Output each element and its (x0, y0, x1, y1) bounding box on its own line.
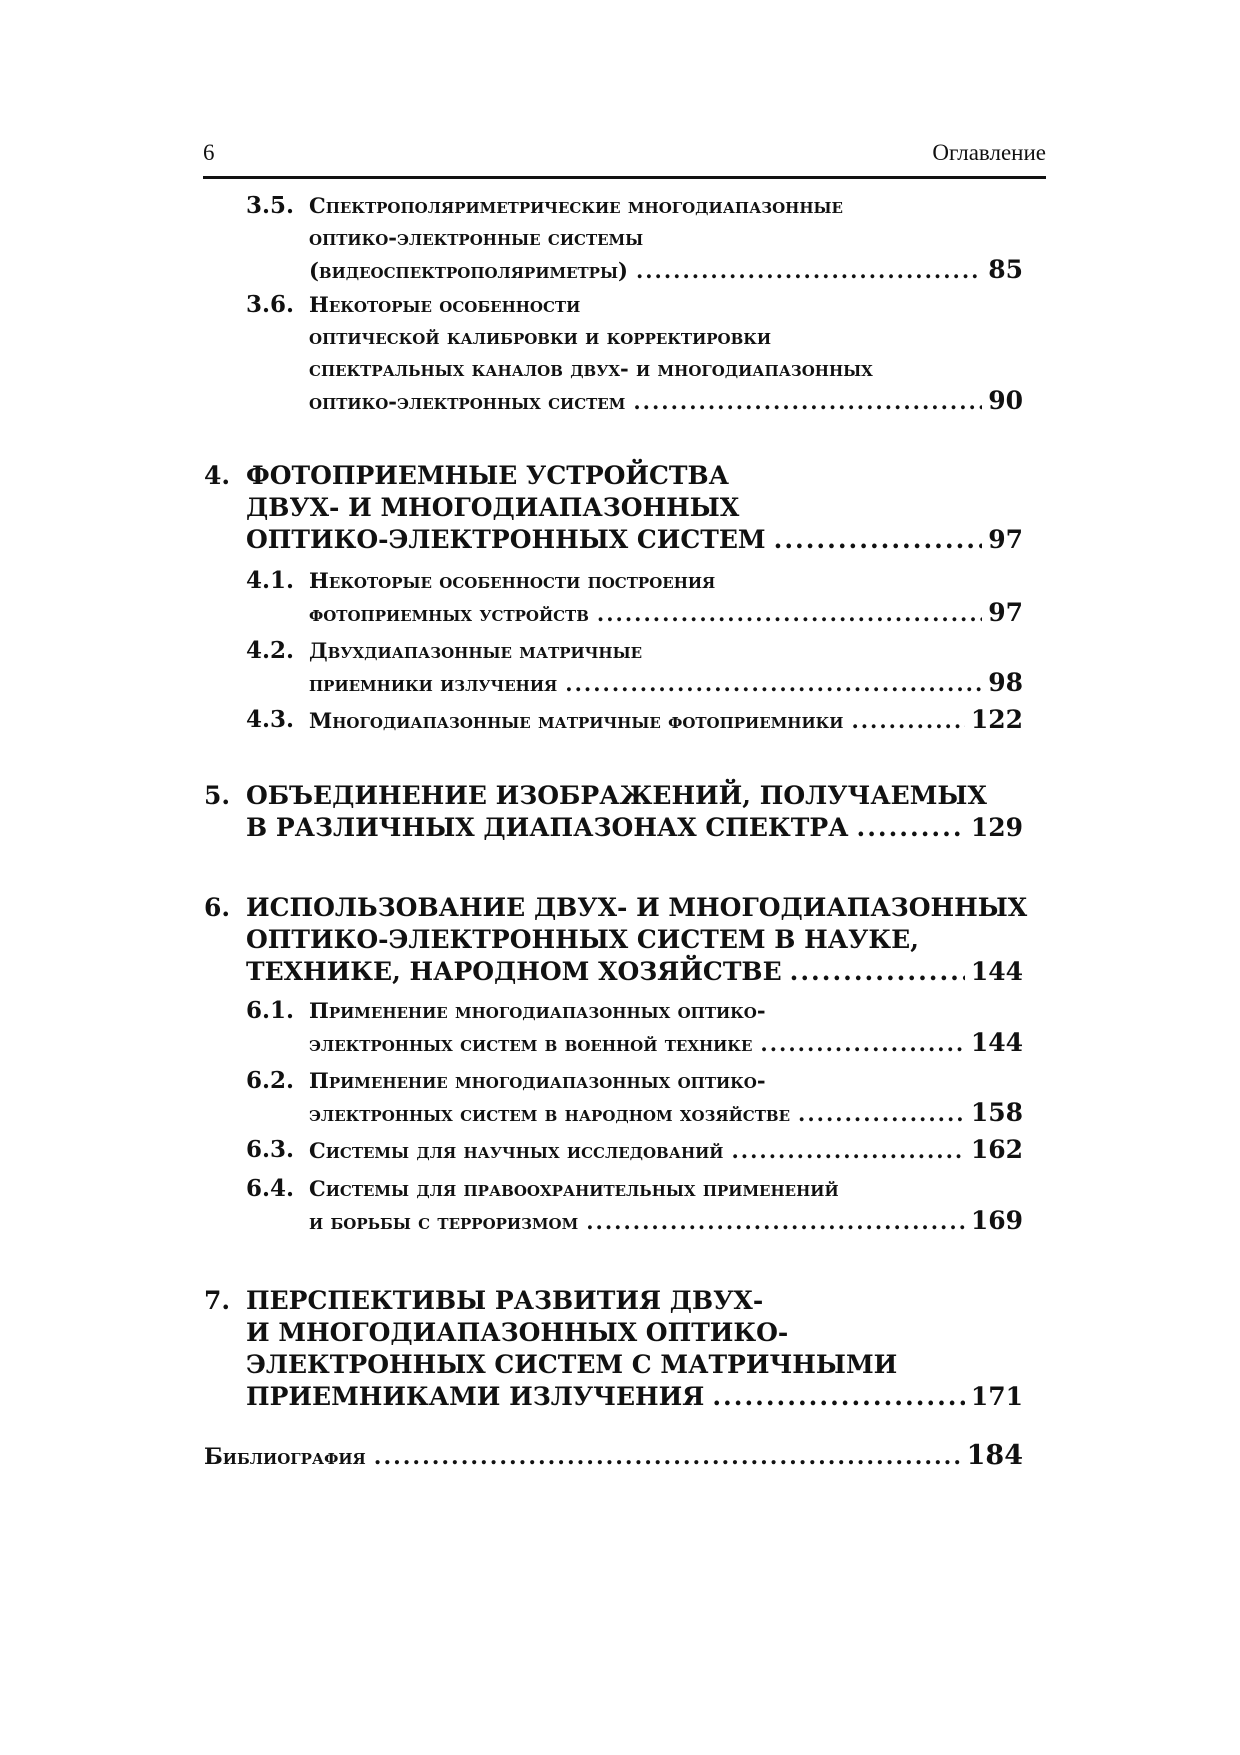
section-number: 6.4. (246, 1175, 295, 1202)
leader-dots (565, 668, 982, 700)
entry-title-line: ДВУХ- И МНОГОДИАПАЗОННЫХ (246, 493, 740, 522)
entry-title-line: электронных систем в военной технике (309, 1031, 753, 1056)
leader-dots (851, 705, 964, 737)
entry-title-line: приемники излучения (309, 671, 558, 696)
entry-title-line: В РАЗЛИЧНЫХ ДИАПАЗОНАХ СПЕКТРА (246, 813, 849, 842)
toc-entry-6[interactable] (204, 892, 1028, 988)
page-header (203, 140, 1046, 179)
entry-title-line: И МНОГОДИАПАЗОННЫХ ОПТИКО- (246, 1318, 789, 1347)
toc-entry-6-2[interactable] (246, 1065, 1023, 1130)
page-ref: 171 (970, 1382, 1023, 1411)
toc-entry-5[interactable] (204, 780, 1023, 844)
entry-title-line: ОПТИКО-ЭЛЕКТРОННЫХ СИСТЕМ В НАУКЕ, (246, 925, 919, 954)
page-ref: 184 (966, 1440, 1023, 1471)
entry-title-line: ЭЛЕКТРОННЫХ СИСТЕМ С МАТРИЧНЫМИ (246, 1350, 898, 1379)
toc-entry-bibliography[interactable] (204, 1440, 1023, 1471)
entry-title-line: Спектрополяриметрические многодиапазонные (309, 193, 843, 218)
leader-dots (374, 1444, 961, 1470)
section-number: 6.1. (246, 997, 295, 1024)
page-number: 6 (203, 140, 215, 165)
entry-title-line: (видеоспектрополяриметры) (309, 258, 628, 283)
entry-title-line: ИСПОЛЬЗОВАНИЕ ДВУХ- И МНОГОДИАПАЗОННЫХ (246, 893, 1028, 922)
page-ref: 144 (970, 1028, 1023, 1057)
entry-title-line: ФОТОПРИЕМНЫЕ УСТРОЙСТВА (246, 461, 730, 490)
toc-entry-3-5[interactable] (246, 190, 1023, 287)
leader-dots (856, 812, 964, 844)
toc-entry-4-2[interactable] (246, 635, 1023, 700)
section-number: 3.5. (246, 192, 295, 219)
entry-title-line: Системы для научных исследований (309, 1138, 724, 1163)
entry-title-line: ТЕХНИКЕ, НАРОДНОМ ХОЗЯЙСТВЕ (246, 957, 782, 986)
entry-title-line: оптической калибровки и корректировки (309, 324, 772, 349)
section-number: 4.3. (246, 706, 295, 733)
leader-dots (633, 386, 982, 418)
entry-title-line: фотоприемных устройств (309, 601, 589, 626)
page-ref: 144 (970, 957, 1023, 986)
section-number: 4.1. (246, 567, 295, 594)
entry-title-line: оптико-электронных систем (309, 389, 626, 414)
entry-title-line: Некоторые особенности (309, 292, 581, 317)
toc-entry-7[interactable] (204, 1285, 1023, 1413)
entry-title-line: электронных систем в народном хозяйстве (309, 1101, 791, 1126)
toc-entry-4[interactable] (204, 460, 1023, 556)
toc-entry-6-4[interactable] (246, 1173, 1023, 1238)
leader-dots (731, 1135, 964, 1167)
toc-entry-6-3[interactable] (246, 1134, 1023, 1167)
leader-dots (636, 255, 982, 287)
leader-dots (760, 1028, 964, 1060)
page-ref: 158 (970, 1098, 1023, 1127)
section-number: 4.2. (246, 637, 295, 664)
running-title: Оглавление (932, 140, 1046, 165)
leader-dots (774, 524, 983, 556)
entry-title-line: ПРИЕМНИКАМИ ИЗЛУЧЕНИЯ (246, 1382, 705, 1411)
page-ref: 122 (970, 705, 1023, 734)
leader-dots (798, 1098, 965, 1130)
entry-title-line: Системы для правоохранительных применений (309, 1176, 839, 1201)
entry-title-line: Двухдиапазонные матричные (309, 638, 643, 663)
section-number: 3.6. (246, 291, 295, 318)
entry-title-line: Некоторые особенности построения (309, 568, 716, 593)
entry-title-line: ОБЪЕДИНЕНИЕ ИЗОБРАЖЕНИЙ, ПОЛУЧАЕМЫХ (246, 781, 987, 810)
entry-title-line: оптико-электронные системы (309, 225, 644, 250)
entry-title-line: Применение многодиапазонных оптико- (309, 1068, 766, 1093)
chapter-number: 4. (204, 461, 231, 490)
leader-dots (586, 1206, 965, 1238)
toc-entry-4-1[interactable] (246, 565, 1023, 630)
entry-title-line: ОПТИКО-ЭЛЕКТРОННЫХ СИСТЕМ (246, 525, 766, 554)
page-ref: 90 (988, 386, 1023, 415)
section-number: 6.2. (246, 1067, 295, 1094)
entry-title-line: ПЕРСПЕКТИВЫ РАЗВИТИЯ ДВУХ- (246, 1286, 764, 1315)
chapter-number: 5. (204, 781, 231, 810)
entry-title-line: Библиография (204, 1444, 366, 1470)
leader-dots (790, 956, 965, 988)
leader-dots (712, 1381, 964, 1413)
entry-title-line: Применение многодиапазонных оптико- (309, 998, 766, 1023)
chapter-number: 7. (204, 1286, 231, 1315)
toc-entry-3-6[interactable] (246, 289, 1023, 418)
entry-title-line: спектральных каналов двух- и многодиапазонных (309, 356, 873, 381)
section-number: 6.3. (246, 1136, 295, 1163)
page-ref: 97 (988, 525, 1023, 554)
entry-title-line: Многодиапазонные матричные фотоприемники (309, 708, 844, 733)
toc-entry-4-3[interactable] (246, 704, 1023, 737)
page-ref: 162 (970, 1135, 1023, 1164)
chapter-number: 6. (204, 893, 231, 922)
leader-dots (597, 598, 982, 630)
page-ref: 98 (988, 668, 1023, 697)
page-ref: 169 (970, 1206, 1023, 1235)
page-ref: 85 (988, 255, 1023, 284)
entry-title-line: и борьбы с терроризмом (309, 1209, 579, 1234)
page-ref: 97 (988, 598, 1023, 627)
toc-entry-6-1[interactable] (246, 995, 1023, 1060)
page-ref: 129 (970, 813, 1023, 842)
